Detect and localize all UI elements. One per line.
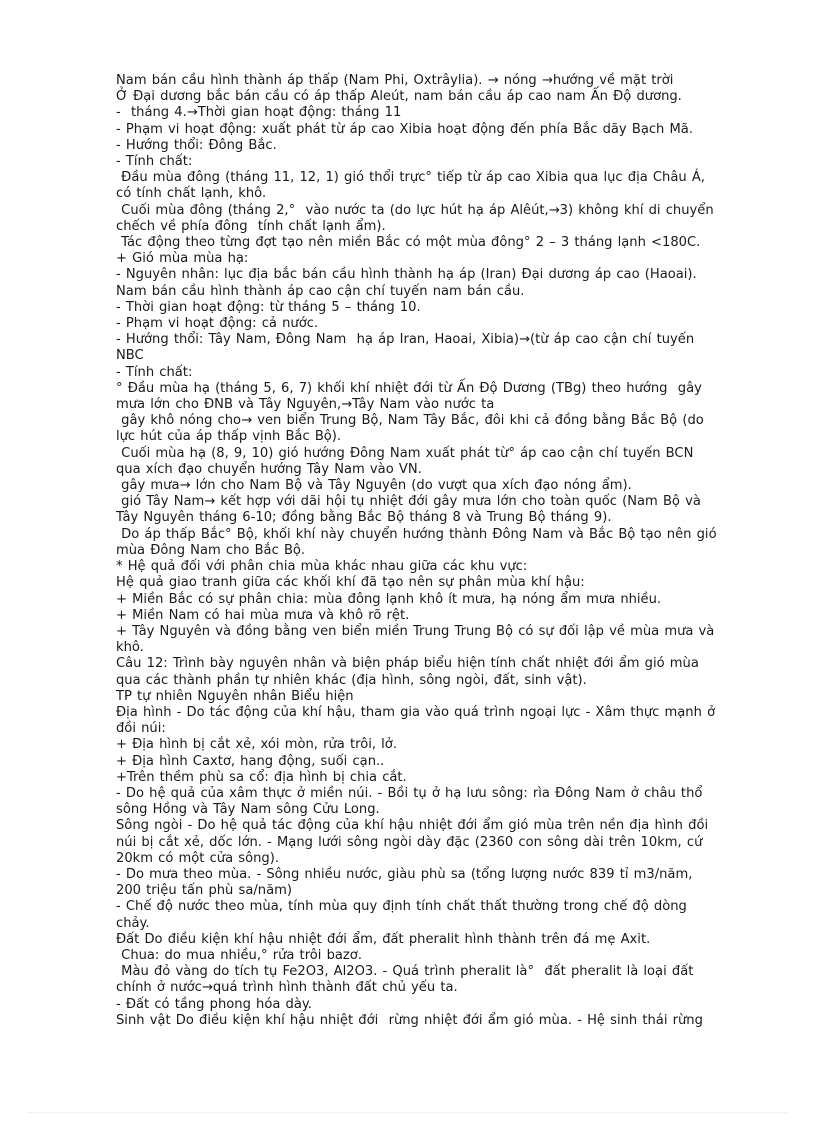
text-line: Ở Đại dương bắc bán cầu có áp thấp Aleút, nam bán cầu áp cao nam Ấn Độ dương. — [116, 89, 682, 105]
text-line: * Hệ quả đối với phân chia mùa khác nhau giữa các khu vực: — [116, 559, 528, 575]
text-line: gây khô nóng cho→ ven biển Trung Bộ, Nam Tây Bắc, đôi khi cả đồng bằng Bắc Bộ (do — [116, 413, 704, 429]
text-line: Nam bán cầu hình thành áp cao cận chí tuyến nam bán cầu. — [116, 283, 525, 299]
text-line: qua xích đạo chuyển hướng Tây Nam vào VN. — [116, 461, 422, 477]
text-line: 200 triệu tấn phù sa/năm) — [116, 883, 292, 899]
text-line: Do áp thấp Bắc° Bộ, khối khí này chuyển hướng thành Đông Nam và Bắc Bộ tạo nên gió — [116, 526, 717, 542]
text-line: + Địa hình bị cắt xẻ, xói mòn, rửa trôi, lở. — [116, 737, 397, 753]
text-line: chảy. — [116, 915, 150, 931]
text-line: ° Đầu mùa hạ (tháng 5, 6, 7) khối khí nhiệt đới từ Ấn Độ Dương (TBg) theo hướng gây — [116, 380, 702, 396]
text-line: + Địa hình Caxtơ, hang động, suối cạn.. — [116, 753, 385, 769]
text-line: - Do mưa theo mùa. - Sông nhiều nước, giàu phù sa (tổng lượng nước 839 tỉ m3/năm, — [116, 866, 693, 882]
text-line: + Tây Nguyên và đồng bằng ven biển miền Trung Trung Bộ có sự đối lập về mùa mưa và — [116, 623, 715, 639]
text-line: - tháng 4.→Thời gian hoạt động: tháng 11 — [116, 105, 402, 121]
text-line: - Tính chất: — [116, 154, 193, 170]
text-line: Màu đỏ vàng do tích tụ Fe2O3, Al2O3. - Quá trình pheralit là° đất pheralit là loại đất — [116, 964, 694, 980]
text-line: - Phạm vi hoạt động: cả nước. — [116, 316, 319, 332]
text-line: Hệ quả giao tranh giữa các khối khí đã tạo nên sự phân mùa khí hậu: — [116, 575, 585, 591]
text-line: Cuối mùa hạ (8, 9, 10) gió hướng Đông Nam xuất phát từ° áp cao cận chí tuyến BCN — [116, 445, 694, 461]
text-line: + Miền Nam có hai mùa mưa và khô rõ rệt. — [116, 607, 410, 623]
text-line: Đầu mùa đông (tháng 11, 12, 1) gió thổi trực° tiếp từ áp cao Xibia qua lục địa Châu Á, — [116, 170, 705, 186]
text-line: + Miền Bắc có sự phân chia: mùa đông lạnh khô ít mưa, hạ nóng ẩm mưa nhiều. — [116, 591, 662, 607]
text-line: Sinh vật Do điều kiện khí hậu nhiệt đới rừng nhiệt đới ẩm gió mùa. - Hệ sinh thái rừng — [116, 1012, 703, 1028]
text-line: đồi núi: — [116, 721, 166, 737]
text-line: gió Tây Nam→ kết hợp với dãi hội tụ nhiệt đới gây mưa lớn cho toàn quốc (Nam Bộ và — [116, 494, 701, 510]
text-line: khô. — [116, 640, 144, 656]
text-line: Câu 12: Trình bày nguyên nhân và biện pháp biểu hiện tính chất nhiệt đới ẩm gió mùa — [116, 656, 699, 672]
text-line: TP tự nhiên Nguyên nhân Biểu hiện — [116, 688, 354, 704]
text-line: Chua: do mua nhiều,° rửa trôi bazơ. — [116, 947, 362, 963]
text-line: + Gió mùa mùa hạ: — [116, 251, 249, 267]
text-line: mưa lớn cho ĐNB và Tây Nguyên,→Tây Nam vào nước ta — [116, 397, 495, 413]
text-line: qua các thành phần tự nhiên khác (địa hình, sông ngòi, đất, sinh vật). — [116, 672, 587, 688]
text-line: NBC — [116, 348, 144, 364]
text-line: +Trên thềm phù sa cổ: địa hình bị chia cắt. — [116, 769, 407, 785]
text-line: Địa hình - Do tác động của khí hậu, tham gia vào quá trình ngoại lực - Xâm thực mạnh ở — [116, 704, 716, 720]
text-line: - Nguyên nhân: lục địa bắc bán cầu hình thành hạ áp (Iran) Đại dương áp cao (Haoai). — [116, 267, 697, 283]
text-line: 20km có một cửa sông). — [116, 850, 279, 866]
text-line: có tính chất lạnh, khô. — [116, 186, 267, 202]
text-line: núi bị cắt xẻ, dốc lớn. - Mạng lưới sông ngòi dày đặc (2360 con sông dài trên 10km, cứ — [116, 834, 703, 850]
text-line: - Chế độ nước theo mùa, tính mùa quy định tính chất thất thường trong chế độ dòng — [116, 899, 687, 915]
text-line: - Hướng thổi: Đông Bắc. — [116, 137, 277, 153]
page-bottom-divider — [28, 1112, 788, 1113]
text-line: chếch về phía đông tính chất lạnh ẩm). — [116, 218, 386, 234]
text-line: Nam bán cầu hình thành áp thấp (Nam Phi, Oxtrâylia). → nóng →hướng về mặt trời — [116, 73, 674, 88]
text-line: - Hướng thổi: Tây Nam, Đông Nam hạ áp Iran, Haoai, Xibia)→(từ áp cao cận chí tuyến — [116, 332, 695, 348]
text-line: lực hút của áp thấp vịnh Bắc Bộ). — [116, 429, 342, 445]
text-line: - Thời gian hoạt động: từ tháng 5 – tháng 10. — [116, 299, 421, 315]
document-body-text — [116, 73, 738, 1029]
text-line: Sông ngòi - Do hệ quả tác động của khí hậu nhiệt đới ẩm gió mùa trên nền địa hình đồi — [116, 818, 709, 834]
text-line: chính ở nước→quá trình hình thành đất chủ yếu ta. — [116, 980, 458, 996]
text-line: gây mưa→ lớn cho Nam Bộ và Tây Nguyên (do vượt qua xích đạo nóng ẩm). — [116, 478, 632, 494]
text-line: - Phạm vi hoạt động: xuất phát từ áp cao Xibia hoạt động đến phía Bắc dãy Bạch Mã. — [116, 121, 693, 137]
text-line: Tây Nguyên tháng 6-10; đồng bằng Bắc Bộ tháng 8 và Trung Bộ tháng 9). — [116, 510, 612, 526]
text-line: - Đất có tầng phong hóa dày. — [116, 996, 312, 1012]
text-line: sông Hồng và Tây Nam sông Cửu Long. — [116, 802, 380, 818]
text-line: Cuối mùa đông (tháng 2,° vào nước ta (do lực hút hạ áp Alêút,→3) không khí di chuyển — [116, 202, 714, 218]
text-line: Tác động theo từng đợt tạo nên miền Bắc có một mùa đông° 2 – 3 tháng lạnh <180C. — [116, 235, 701, 251]
text-line: - Tính chất: — [116, 364, 193, 380]
text-line: Đất Do điều kiện khí hậu nhiệt đới ẩm, đất pheralit hình thành trên đá mẹ Axit. — [116, 931, 651, 947]
text-line: mùa Đông Nam cho Bắc Bộ. — [116, 542, 306, 558]
text-line: - Do hệ quả của xâm thực ở miền núi. - Bồi tụ ở hạ lưu sông: rìa Đông Nam ở châu thổ — [116, 785, 703, 801]
